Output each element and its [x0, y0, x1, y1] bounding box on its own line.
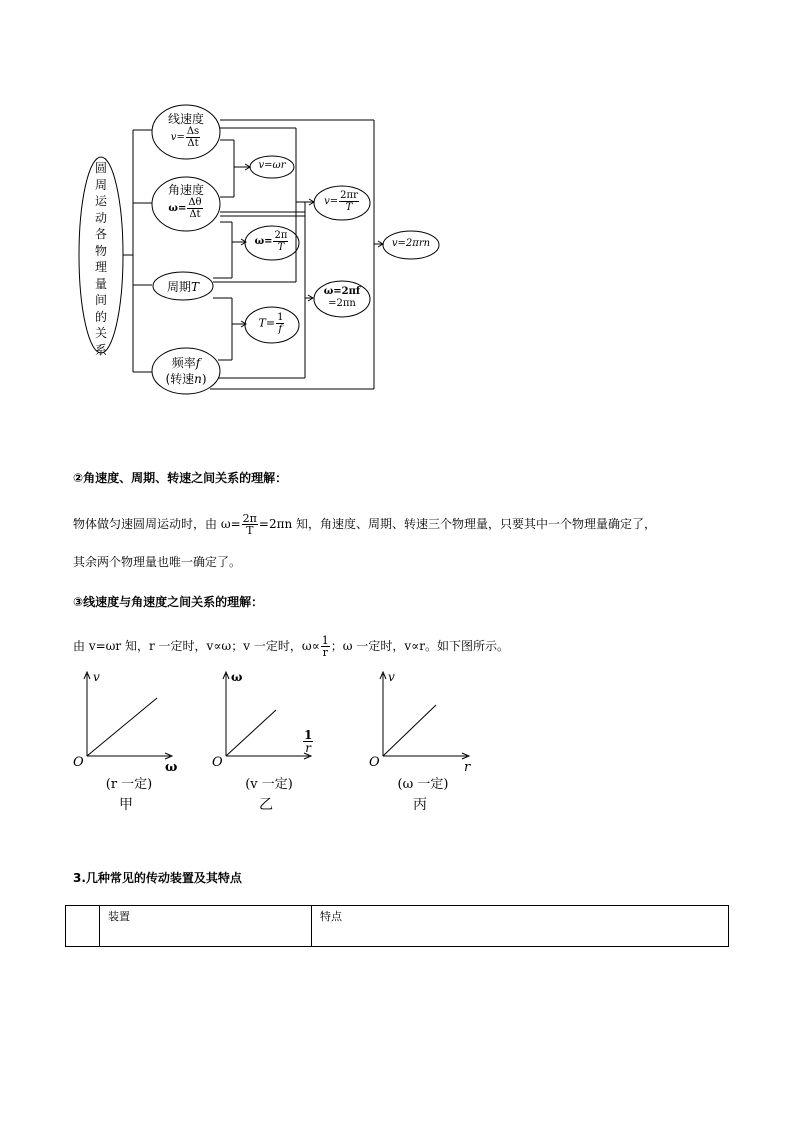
formula-omega-2pi-T-lhs: ω= — [254, 236, 273, 247]
formula-omega-2pif — [314, 286, 370, 310]
graph3-name: 丙 — [413, 797, 427, 813]
node-frequency-sub: (转速 — [165, 372, 195, 386]
section3-paragraph — [73, 635, 509, 658]
node-frequency-title: 频率 — [171, 356, 196, 370]
graph3-condition: (ω 一定) — [397, 777, 449, 792]
section2-text-before: 物体做匀速圆周运动时，由 ω= — [73, 517, 241, 531]
section3-text-after: ；ω 一定时，v∝r。如下图所示。 — [330, 639, 509, 653]
section2-heading: ②角速度、周期、转速之间关系的理解： — [73, 471, 288, 485]
formula-v-2pir-T-num: 2πr — [340, 190, 358, 201]
section4-heading: 3.几种常见的传动装置及其特点 — [73, 871, 242, 885]
section2-frac-den: T — [246, 524, 254, 537]
formula-omega-2pi-T — [245, 230, 299, 253]
graph2-line — [226, 710, 276, 756]
angular-velocity-num: Δθ — [188, 197, 202, 208]
section3-text-before: 由 v=ωr 知，r 一定时，v∝ω；v 一定时，ω∝ — [73, 639, 320, 653]
formula-T-1-f-num: 1 — [277, 312, 284, 323]
table-header-row — [66, 906, 729, 947]
formula-omega-2pif-line1: ω=2πf — [323, 286, 361, 297]
section3-heading: ③线速度与角速度之间关系的理解： — [73, 595, 264, 609]
graph2-y-label: ω — [231, 670, 243, 684]
angular-velocity-lhs: ω= — [168, 203, 187, 214]
graph2-x-label — [302, 729, 314, 754]
section2-text-after: =2πn 知，角速度、周期、转速三个物理量，只要其中一个物理量确定了， — [258, 517, 657, 531]
diagram-left-label: 圆周运动各物理量间的关系 — [94, 161, 107, 357]
graph2-x-den: r — [305, 741, 312, 755]
node-period-title: 周期 — [166, 280, 191, 294]
transmission-devices-table — [65, 905, 729, 947]
graph2-origin: O — [212, 755, 223, 770]
node-frequency — [152, 355, 220, 387]
linear-velocity-den: Δt — [187, 138, 199, 149]
node-period — [153, 278, 213, 295]
formula-omega-2pi-T-den: T — [277, 242, 285, 253]
physics-relations-diagram — [0, 0, 794, 400]
formula-v-2pir-T-den: T — [345, 202, 353, 213]
formula-omega-2pif-line2: =2πn — [328, 298, 356, 309]
node-linear-velocity-title: 线速度 — [167, 112, 204, 126]
graph1-condition: (r 一定) — [105, 777, 153, 792]
graph1-line — [87, 698, 157, 756]
section3-frac-den: r — [322, 646, 328, 659]
formula-T-1-f — [245, 312, 299, 335]
graph1-name: 甲 — [119, 797, 133, 813]
linear-velocity-num: Δs — [186, 126, 200, 137]
graph3-y-label: v — [388, 670, 395, 684]
section3-frac-num: 1 — [321, 634, 329, 647]
formula-omega-2pi-T-num: 2π — [274, 230, 288, 241]
formula-T-1-f-den: f — [278, 324, 283, 335]
table-header-feature: 特点 — [312, 906, 729, 947]
graph3-line — [383, 705, 436, 756]
section2-paragraph-line1 — [73, 513, 656, 536]
node-period-var: T — [191, 280, 200, 294]
graph2-name: 乙 — [259, 797, 273, 813]
node-linear-velocity — [152, 113, 220, 149]
graph3-x-label: r — [464, 760, 471, 775]
formula-v-2pir-T — [314, 190, 370, 213]
table-header-index — [66, 906, 100, 947]
graph1-origin: O — [73, 755, 84, 770]
linear-velocity-lhs: v= — [170, 132, 185, 143]
formula-T-1-f-lhs: T= — [258, 316, 276, 330]
node-angular-velocity — [152, 184, 220, 220]
node-frequency-sub-var: n — [194, 372, 202, 386]
section2-frac-num: 2π — [242, 512, 257, 525]
graph3-origin: O — [369, 755, 380, 770]
graph2-x-num: 1 — [304, 728, 313, 742]
formula-v-omega-r: v=ωr — [258, 160, 286, 171]
table-header-device: 装置 — [100, 906, 312, 947]
formula-v-2pirn: v=2πrn — [391, 238, 431, 249]
node-angular-velocity-title: 角速度 — [167, 183, 204, 197]
node-frequency-var: f — [195, 356, 201, 370]
graph1-x-label: ω — [165, 760, 178, 775]
graph1-y-label: v — [93, 670, 100, 684]
graph2-condition: (v 一定) — [245, 777, 293, 792]
node-frequency-sub-end: ) — [201, 372, 207, 386]
formula-v-2pir-T-lhs: v= — [324, 196, 339, 207]
section2-paragraph-line2: 其余两个物理量也唯一确定了。 — [73, 555, 242, 569]
angular-velocity-den: Δt — [189, 209, 201, 220]
